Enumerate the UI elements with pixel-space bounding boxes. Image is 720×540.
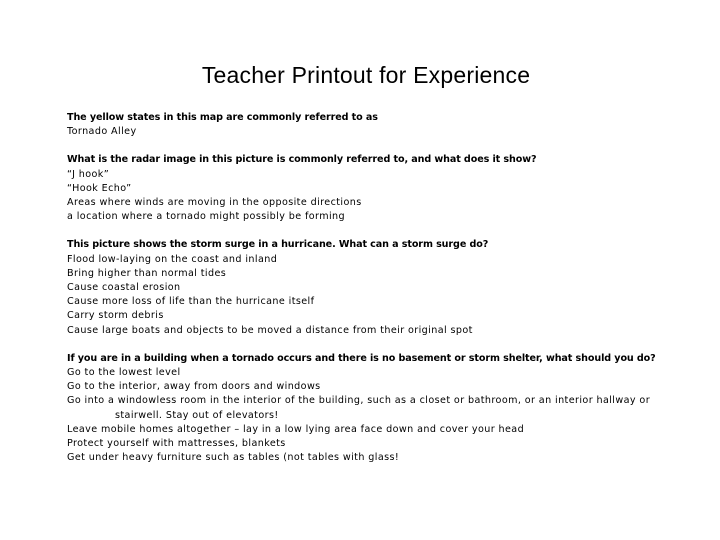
section-tornado-alley xyxy=(67,111,707,139)
answer-line: “Hook Echo” xyxy=(67,182,132,194)
question-storm-surge: This picture shows the storm surge in a hurricane. What can a storm surge do? xyxy=(67,239,489,251)
answer-line: Flood low-laying on the coast and inland xyxy=(67,253,278,265)
answer-line: Leave mobile homes altogether – lay in a low lying area face down and cover your head xyxy=(67,423,525,435)
section-tornado-safety xyxy=(67,352,707,466)
answer-line-continued: stairwell. Stay out of elevators! xyxy=(115,409,279,421)
answer-line: Go into a windowless room in the interior of the building, such as a closet or bathroom, or an interior hallway or xyxy=(67,395,651,407)
worksheet-content xyxy=(67,111,707,479)
question-radar-image: What is the radar image in this picture is commonly referred to, and what does it show? xyxy=(67,154,537,166)
page-title: Teacher Printout for Experience xyxy=(201,62,531,88)
answer-line: Areas where winds are moving in the opposite directions xyxy=(67,197,362,209)
answer-line: Cause more loss of life than the hurricane itself xyxy=(67,296,315,308)
answer-line: Cause large boats and objects to be moved a distance from their original spot xyxy=(67,324,473,336)
section-storm-surge xyxy=(67,238,707,337)
answer-line: Go to the interior, away from doors and windows xyxy=(67,381,321,393)
question-yellow-states: The yellow states in this map are commonly referred to as xyxy=(67,112,378,123)
answer-line: Tornado Alley xyxy=(67,126,137,138)
answer-line: Go to the lowest level xyxy=(67,367,181,379)
answer-line: “J hook” xyxy=(67,168,110,180)
question-tornado-safety: If you are in a building when a tornado occurs and there is no basement or storm shelter, what should you do? xyxy=(67,352,656,364)
answer-line: Protect yourself with mattresses, blankets xyxy=(67,438,286,450)
answer-line: Carry storm debris xyxy=(67,310,164,322)
answer-line: Cause coastal erosion xyxy=(67,282,181,294)
answer-line: Get under heavy furniture such as tables (not tables with glass! xyxy=(67,452,400,464)
answer-line: Bring higher than normal tides xyxy=(67,267,227,279)
section-radar-image xyxy=(67,153,707,224)
answer-line: a location where a tornado might possibly be forming xyxy=(67,211,346,223)
